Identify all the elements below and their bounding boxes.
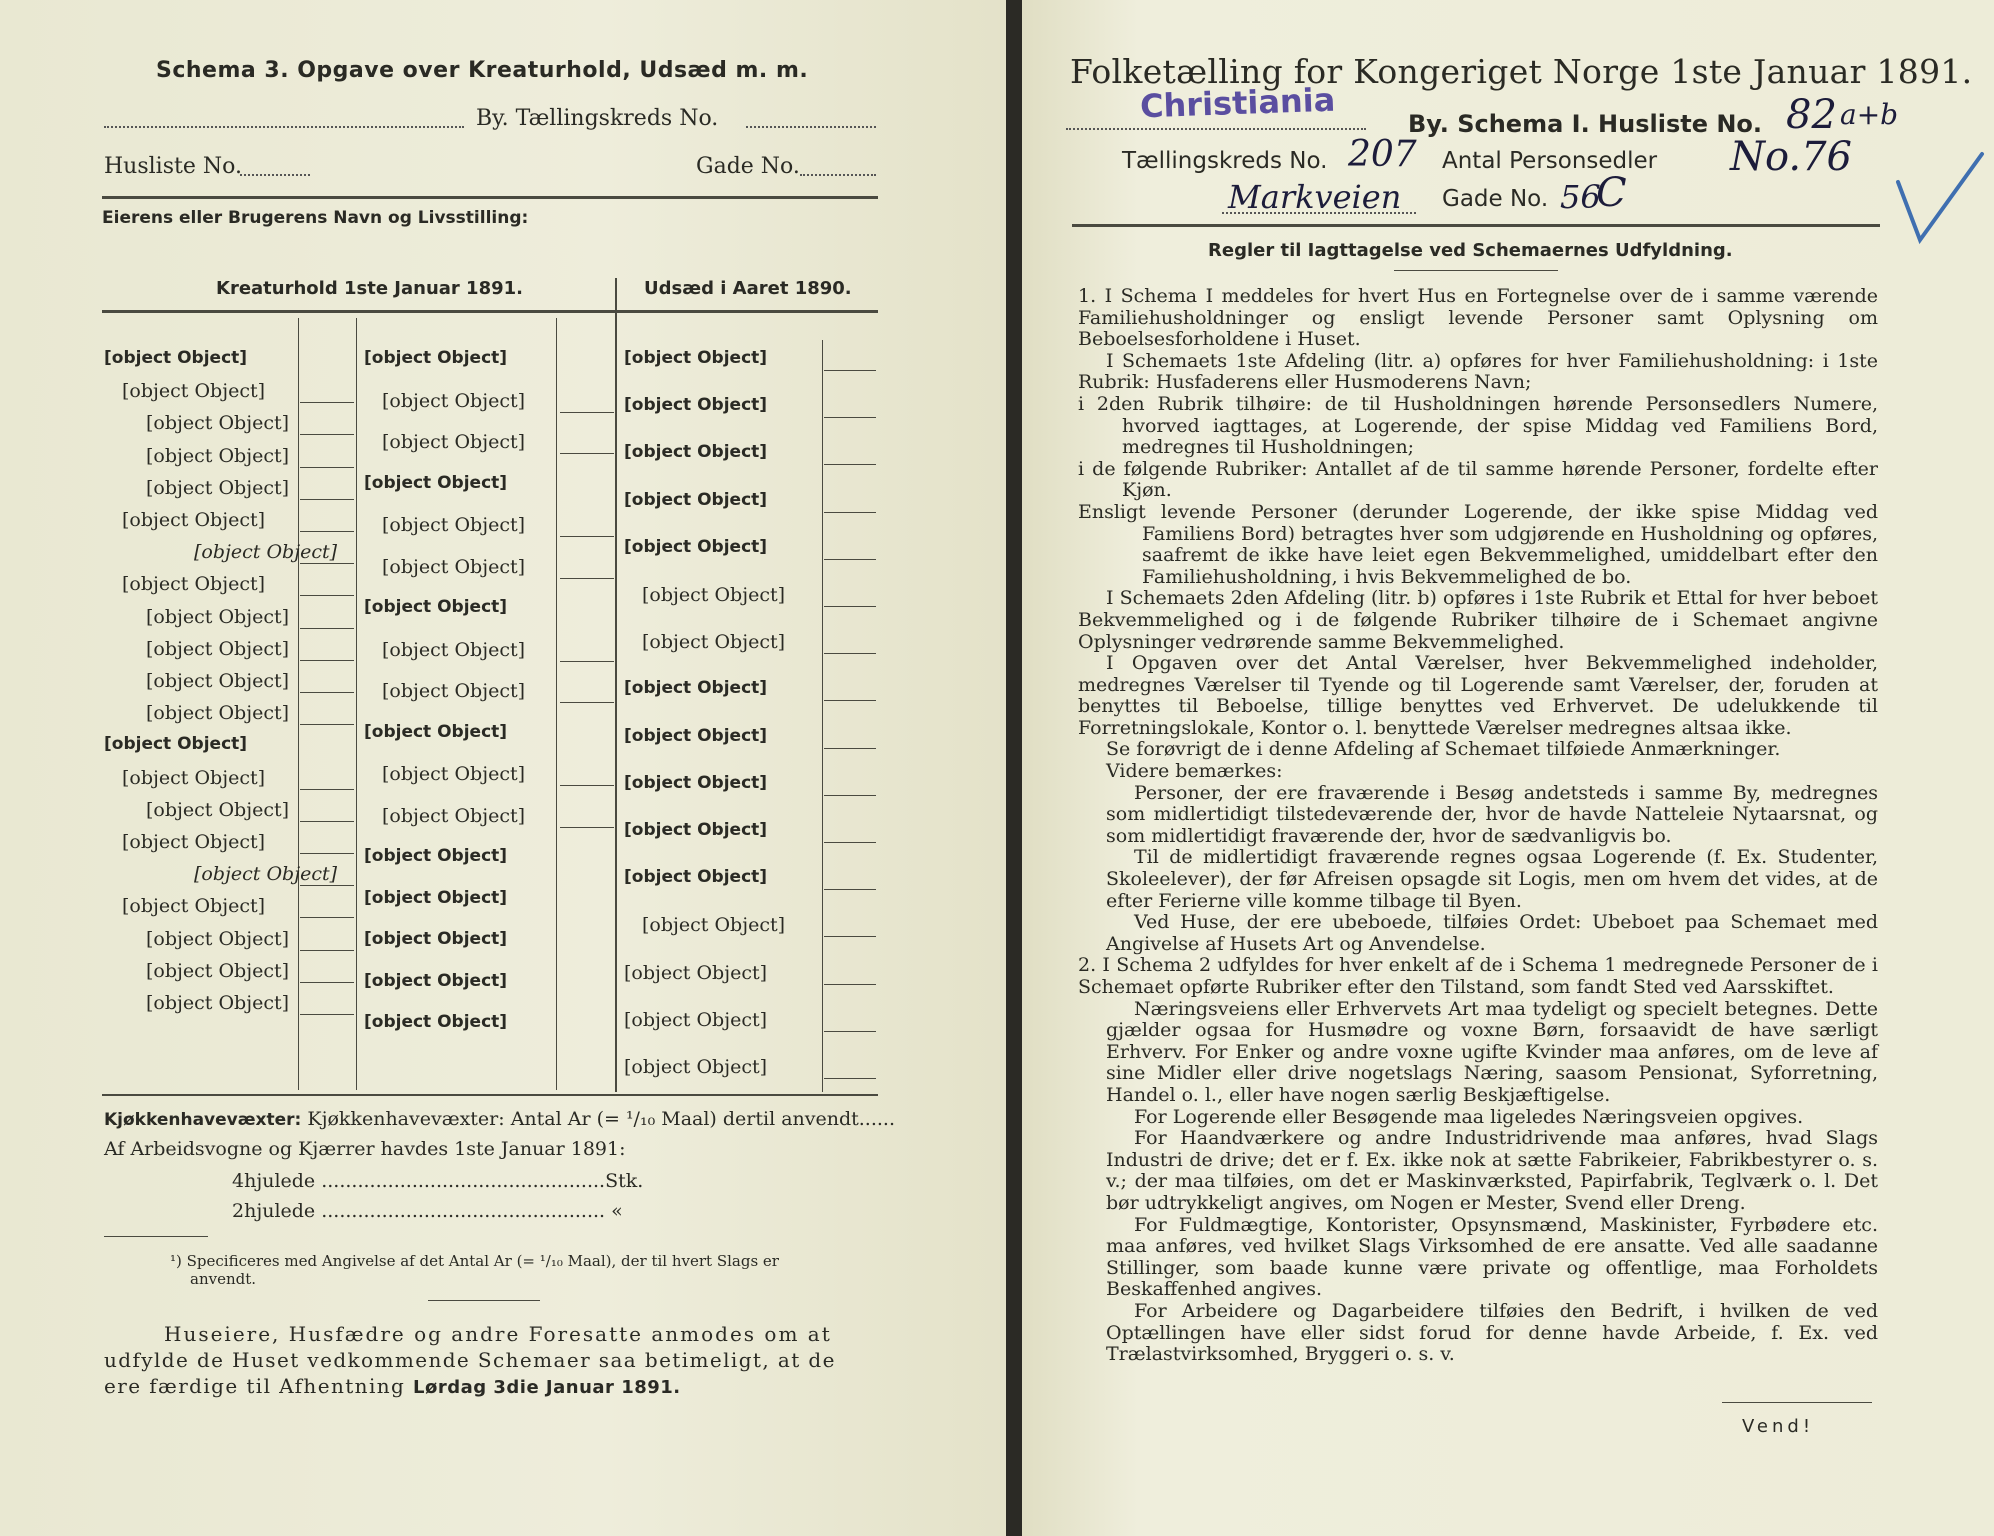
col2-entry-line [560, 578, 614, 579]
rule-9: Videre bemærkes: [1106, 760, 1283, 783]
rule-bottom [102, 1094, 878, 1096]
col1-row: [object Object] [194, 863, 338, 886]
col3-row: [object Object] [624, 867, 768, 888]
closing-line3a: ere færdige til Afhentning [104, 1374, 413, 1398]
col3-row: [object Object] [624, 1056, 768, 1078]
husliste-label: Husliste No. [104, 154, 242, 179]
rule-under-header [1072, 224, 1880, 227]
closing-line2: udfylde de Huset vedkommende Schemaer saa betimeligt, at de [104, 1348, 836, 1372]
antal-number: No.76 [1730, 134, 1852, 180]
col3-row: [object Object] [624, 536, 768, 557]
hjul4-line: 4hjulede ...............................................Stk. [232, 1170, 644, 1192]
col1-entry-line [300, 1014, 354, 1015]
kjokken-text: Kjøkkenhavevæxter: Antal Ar (= ¹/₁₀ Maal) dertil anvendt...... [307, 1108, 896, 1130]
col3-entry-line [824, 795, 876, 796]
arbeid-line: Af Arbeidsvogne og Kjærrer havdes 1ste Januar 1891: [104, 1138, 626, 1160]
rule-18: For Arbeidere og Dagarbeidere tilføies den Bedrift, i hvilken de ved Optællingen have eller sidst forud for denne havde Arbeide, f. Ex. ved Trælastvirksomhed, Bryggeri o. s. v. [1106, 1299, 1878, 1366]
col1-entry-line [300, 982, 354, 983]
footnote-rule [104, 1236, 208, 1237]
col1-row: [object Object] [146, 412, 290, 435]
col3-entry-line [824, 512, 876, 513]
col2-row: [object Object] [364, 887, 508, 908]
husliste-suffix: a+b [1840, 98, 1899, 131]
col3-row: [object Object] [642, 584, 786, 606]
tkreds-line [746, 126, 876, 128]
col2-entry-line [560, 536, 614, 537]
col3-row: [object Object] [624, 772, 768, 793]
col3-row: [object Object] [624, 961, 768, 984]
owner-label: Eierens eller Brugerens Navn og Livsstilling: [102, 208, 529, 228]
rule-14: Næringsveiens eller Erhvervets Art maa tydeligt og specielt betegnes. Dette gjælder ogsaa for Husmødre og voxne Børn, forsaavidt de have særligt Erhverv. For Enker og andre voxne ugifte Kvinder maa anføres, om de leve af sine Midler eller drive nogetslags Næring, saasom Pensionat, Syforretning, Handel o. l., eller have nogen særlig Beskjæftigelse. [1106, 997, 1878, 1106]
footnote-line2: anvendt. [190, 1270, 257, 1288]
closing-line1: Huseiere, Husfædre og andre Foresatte anmodes om at [164, 1322, 832, 1346]
col3-row: [object Object] [642, 631, 786, 654]
col3-row: [object Object] [624, 489, 768, 510]
col2-row: [object Object] [382, 804, 526, 827]
col1-row: [object Object] [146, 444, 290, 467]
col1-row: [object Object] [146, 798, 290, 821]
rule-6: I Schemaets 2den Afdeling (litr. b) opføres i 1ste Rubrik et Ettal for hver beboet Bekvemmelighed og i de følgende Rubriker tilhøire de i Schemaet angivne Oplysninger vedrørende samme Bekvemmelighed. [1078, 587, 1878, 653]
col1-entry-line [300, 724, 354, 725]
col2-row: [object Object] [364, 348, 508, 368]
col1-box-left [298, 318, 299, 1090]
col3-entry-line [824, 370, 876, 371]
col2-box-left [556, 318, 557, 1090]
husliste-line [240, 174, 310, 176]
col3-row: [object Object] [642, 914, 786, 937]
col1-entry-line [300, 950, 354, 951]
rule-3: i 2den Rubrik tilhøire: de til Husholdningen hørende Personsedlers Numere, hvorved iagttages, at Logerende, der spise Middag ved Familiens Bord, medregnes til Husholdningen; [1078, 392, 1878, 459]
street-name: Markveien [1228, 178, 1402, 216]
col2-row: [object Object] [364, 472, 508, 493]
col1-entry-line [300, 853, 354, 854]
rule-4: i de følgende Rubriker: Antallet af de til samme hørende Personer, fordelte efter Kjøn. [1078, 457, 1878, 502]
col2-row: [object Object] [364, 721, 508, 742]
col1-entry-line [300, 692, 354, 693]
col1-row: [object Object] [104, 734, 248, 755]
col1-entry-line [300, 821, 354, 822]
col1-row: [object Object] [122, 895, 266, 918]
rule-8: Se forøvrigt de i denne Afdeling af Schemaet tilføiede Anmærkninger. [1106, 738, 1781, 761]
col1-row: [object Object] [104, 348, 248, 368]
vend-label: Vend! [1742, 1416, 1815, 1437]
col1-entry-line [300, 434, 354, 435]
gade-label: Gade No. [696, 154, 800, 179]
rule-1: 1. I Schema I meddeles for hvert Hus en Fortegnelse over de i samme værende Familiehusholdninger og ensligt levende Personer samt Oplysning om Beboelsesforholdene i Huset. [1078, 285, 1878, 351]
col3-row: [object Object] [624, 678, 768, 699]
street-line [1222, 212, 1416, 214]
col3-entry-line [824, 559, 876, 560]
col2-entry-line [560, 412, 614, 413]
rule-17: For Fuldmægtige, Kontorister, Opsynsmænd, Maskinister, Fyrbødere etc. maa anføres, ved hvilket Slags Virksomhed de ere ansatte. Ved alle saadanne Stillinger, som baade kunne være private og offentlige, maa Forholdets Beskaffenhed angives. [1106, 1213, 1878, 1301]
col1-row: [object Object] [122, 380, 266, 403]
husliste-number: 82 [1786, 92, 1837, 138]
col1-row: [object Object] [146, 670, 290, 692]
col3-row: [object Object] [624, 348, 768, 368]
col3-entry-line [824, 1078, 876, 1079]
col1-row: [object Object] [122, 766, 266, 789]
closing-date: Lørdag 3die Januar 1891. [412, 1377, 681, 1398]
col1-entry-line [300, 467, 354, 468]
footnote-line1: ¹) Specificeres med Angivelse af det Antal Ar (= ¹/₁₀ Maal), der til hvert Slags er [170, 1252, 779, 1270]
by-line [104, 126, 464, 128]
col3-entry-line [824, 1031, 876, 1032]
col2-row: [object Object] [382, 514, 526, 536]
col3-row: [object Object] [624, 1008, 768, 1031]
col2-row: [object Object] [382, 763, 526, 785]
rule-5: Ensligt levende Personer (derunder Logerende, der ikke spise Middag ved Familiens Bord) betragtes hver som udgjørende en Husholdning og opføres, saafremt de ikke have leiet egen Bekvemmelighed, umiddelbart efter den Familiehusholdning, i hvis Bekvemmelighed de bo. [1078, 500, 1878, 588]
by-schema-label: By. Schema I. Husliste No. [1408, 110, 1763, 138]
rule-12: Ved Huse, der ere ubeboede, tilføies Ordet: Ubeboet paa Schemaet med Angivelse af Husets Art og Anvendelse. [1106, 911, 1878, 955]
rule-top [102, 196, 878, 199]
hjul2-line: 2hjulede ............................................... « [232, 1200, 623, 1222]
udsaed-header: Udsæd i Aaret 1890. [644, 278, 852, 299]
col3-row: [object Object] [624, 725, 768, 746]
col1-entry-line [300, 660, 354, 661]
col2-row: [object Object] [364, 970, 508, 991]
rule-10: Personer, der ere fraværende i Besøg andetsteds i samme By, medregnes som midlertidigt tilstedeværende der, hvor de havde Natteleie Nytaarsnat, og som midlertidigt fraværende der, hvor de sædvanligvis bo. [1106, 781, 1878, 847]
rules-title: Regler til Iagttagelse ved Schemaernes Udfyldning. [1208, 240, 1733, 261]
col3-row: [object Object] [624, 820, 768, 840]
rule-2: I Schemaets 1ste Afdeling (litr. a) opføres for hver Familiehusholdning: i 1ste Rubrik: Husfaderens eller Husmoderens Navn; [1078, 349, 1878, 394]
christiania-stamp: Christiania [1139, 80, 1336, 126]
col2-row: [object Object] [364, 929, 508, 949]
tkreds-number: 207 [1348, 134, 1417, 175]
col2-entry-line [560, 702, 614, 703]
col3-row: [object Object] [624, 442, 768, 463]
col3-row: [object Object] [624, 395, 768, 416]
gade-label-right: Gade No. [1442, 186, 1549, 212]
col3-entry-line [824, 936, 876, 937]
by-label: By. Tællingskreds No. [476, 106, 719, 131]
col1-row: [object Object] [194, 541, 338, 564]
col1-entry-line [300, 531, 354, 532]
rules-title-rule [1394, 270, 1558, 271]
by-name-line [1066, 128, 1366, 130]
col3-entry-line [824, 842, 876, 843]
col2-entry-line [560, 827, 614, 828]
closing-rule [428, 1300, 540, 1301]
right-page [1022, 0, 1994, 1536]
tkreds-label: Tællingskreds No. [1122, 148, 1328, 174]
rule-7: I Opgaven over det Antal Værelser, hver Bekvemmelighed indeholder, medregnes Værelser til Tyende og til Logerende samt Værelser, der, foruden at benyttes til Beboelse, tillige benyttes ved Erhvervet. De udelukkende til Forretningslokale, Kontor o. l. benyttede Værelser medregnes altsaa ikke. [1078, 652, 1878, 739]
col1-box-right [356, 318, 357, 1090]
rule-11: Til de midlertidigt fraværende regnes ogsaa Logerende (f. Ex. Studenter, Skoleelever), der før Afreisen opsagde sit Logis, men om hvem det vides, at de efter Ferierne ville komme tilbage til Byen. [1106, 846, 1878, 912]
col1-entry-line [300, 885, 354, 886]
col1-entry-line [300, 789, 354, 790]
schema3-title: Schema 3. Opgave over Kreaturhold, Udsæd m. m. [156, 58, 809, 83]
col3-entry-line [824, 889, 876, 890]
col1-row: [object Object] [122, 509, 266, 531]
col1-row: [object Object] [146, 637, 290, 660]
col3-entry-line [824, 417, 876, 418]
col2-row: [object Object] [382, 555, 526, 578]
col2-row: [object Object] [382, 638, 526, 661]
col1-entry-line [300, 917, 354, 918]
col3-box-left [822, 340, 823, 1092]
col2-row: [object Object] [364, 846, 508, 866]
col2-row: [object Object] [382, 389, 526, 412]
col1-row: [object Object] [146, 605, 290, 628]
gade-line [800, 174, 876, 176]
col-divider [615, 278, 617, 1092]
col2-entry-line [560, 661, 614, 662]
col3-entry-line [824, 700, 876, 701]
col2-row: [object Object] [382, 680, 526, 702]
col1-entry-line [300, 499, 354, 500]
rule-13: 2. I Schema 2 udfyldes for hver enkelt af de i Schema 1 medregnede Personer de i Schemaet opførte Rubriker efter den Tilstand, som fandt Sted ved Aarsskiftet. [1078, 954, 1878, 998]
gade-number: 56 [1560, 178, 1601, 216]
gade-letter: C [1596, 170, 1627, 216]
rule-15: For Logerende eller Besøgende maa ligeledes Næringsveien opgives. [1134, 1105, 1804, 1128]
col1-entry-line [300, 628, 354, 629]
col1-row: [object Object] [146, 927, 290, 950]
col1-row: [object Object] [146, 992, 290, 1014]
col1-row: [object Object] [122, 831, 266, 853]
col2-row: [object Object] [364, 1012, 508, 1032]
binding-gutter [1006, 0, 1022, 1536]
col2-entry-line [560, 785, 614, 786]
col1-row: [object Object] [146, 702, 290, 725]
antal-label: Antal Personsedler [1442, 148, 1658, 174]
kjokken-line: Kjøkkenhavevæxter: Kjøkkenhavevæxter: Antal Ar (= ¹/₁₀ Maal) dertil anvendt...... [104, 1108, 896, 1130]
col3-entry-line [824, 606, 876, 607]
col3-entry-line [824, 464, 876, 465]
col3-entry-line [824, 984, 876, 985]
col2-row: [object Object] [364, 597, 508, 617]
col1-entry-line [300, 402, 354, 403]
census-title: Folketælling for Kongeriget Norge 1ste Januar 1891. [1070, 52, 1973, 91]
vend-rule [1722, 1402, 1872, 1403]
col3-entry-line [824, 653, 876, 654]
rules-body [1078, 286, 1878, 1366]
rule-16: For Haandværkere og andre Industridrivende maa anføres, hvad Slags Industri de drive; det er f. Ex. ikke nok at sætte Fabrikeier, Fabrikbestyrer o. s. v.; der maa tilføies, om det er Maskinværksted, Papirfabrik, Teglværk o. l. Det bør udtrykkeligt angives, om Nogen er Mester, Svend eller Dreng. [1106, 1127, 1878, 1214]
checkmark-icon [1890, 148, 1990, 248]
col3-entry-line [824, 748, 876, 749]
col2-entry-line [560, 453, 614, 454]
col1-entry-line [300, 595, 354, 596]
col1-entry-line [300, 563, 354, 564]
rule-header [102, 310, 878, 313]
closing-line3 [104, 1374, 681, 1398]
col1-row: [object Object] [146, 959, 290, 982]
col2-row: [object Object] [382, 431, 526, 453]
kreatur-header: Kreaturhold 1ste Januar 1891. [216, 278, 523, 299]
col1-row: [object Object] [122, 573, 266, 596]
col1-row: [object Object] [146, 476, 290, 499]
